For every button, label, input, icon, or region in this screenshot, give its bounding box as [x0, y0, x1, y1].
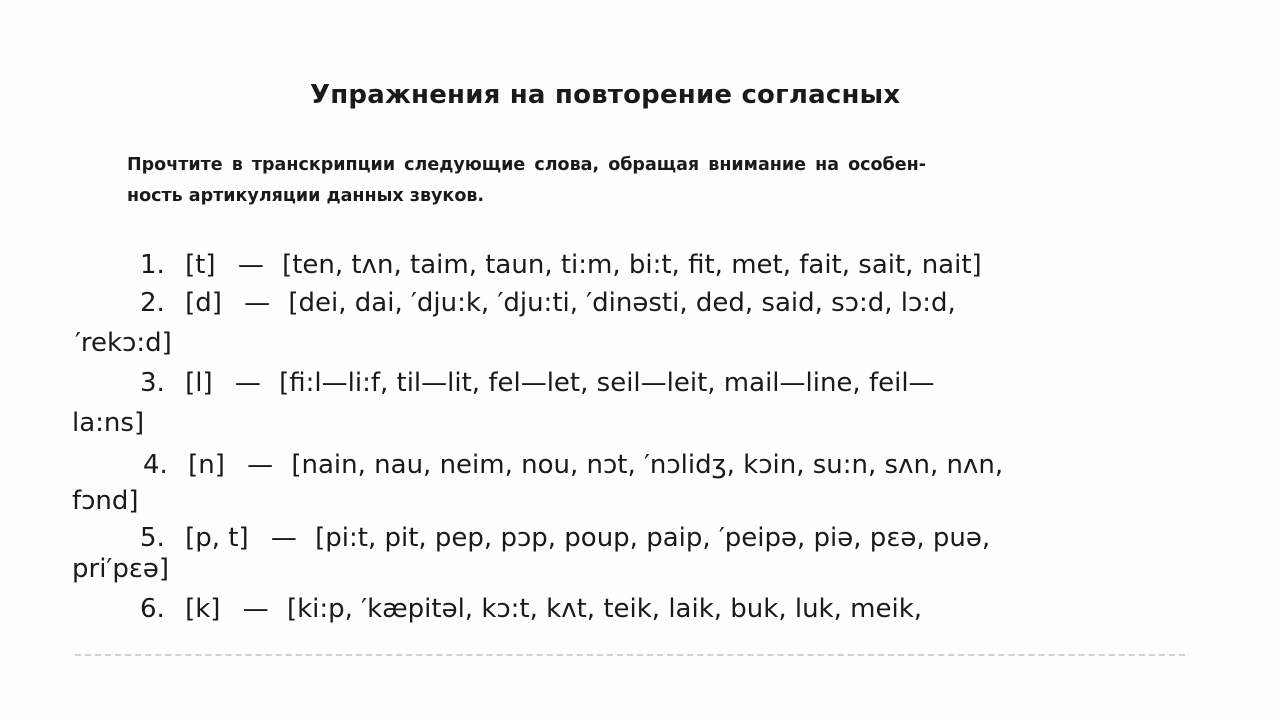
- exercise-number: 1.: [140, 250, 165, 280]
- target-sound: [t]: [185, 250, 216, 280]
- exercise-number: 5.: [140, 523, 165, 553]
- transcription-words: [nain, nau, neim, nou, nɔt, ′nɔlidʒ, kɔin, su:n, sʌn, nʌn,: [291, 450, 1004, 480]
- exercise-number: 2.: [140, 288, 165, 318]
- exercise-continuation-3: la:ns]: [72, 408, 145, 438]
- exercise-item-3: [140, 370, 935, 396]
- exercise-continuation-5: pri′pɛə]: [72, 554, 170, 584]
- transcription-words: [pi:t, pit, pep, pɔp, poup, paip, ′peipə, piə, pɛə, puə,: [315, 523, 991, 553]
- em-dash: —: [234, 368, 261, 398]
- exercise-number: 6.: [140, 594, 165, 624]
- exercise-item-1: [140, 252, 982, 278]
- cut-off-next-line: [75, 654, 1185, 656]
- exercise-item-2: [140, 290, 956, 316]
- target-sound: [p, t]: [185, 523, 249, 553]
- em-dash: —: [270, 523, 297, 553]
- target-sound: [k]: [185, 594, 221, 624]
- transcription-words: [ten, tʌn, taim, taun, ti:m, bi:t, fit, met, fait, sait, nait]: [282, 250, 982, 280]
- target-sound: [d]: [185, 288, 222, 318]
- transcription-words: [dei, dai, ′dju:k, ′dju:ti, ′dinəsti, ded, said, sɔ:d, lɔ:d,: [288, 288, 956, 318]
- exercise-continuation-4: fɔnd]: [72, 486, 139, 516]
- instruction-line-1: Прочтите в транскрипции следующие слова, обращая внимание на особен-: [127, 155, 926, 175]
- instruction-line-2: ность артикуляции данных звуков.: [127, 186, 485, 206]
- em-dash: —: [244, 288, 271, 318]
- exercise-number: 3.: [140, 368, 165, 398]
- target-sound: [l]: [185, 368, 213, 398]
- transcription-words: [fi:l—li:f, til—lit, fel—let, seil—leit, mail—line, feil—: [279, 368, 935, 398]
- page-heading: Упражнения на повторение согласных: [310, 80, 901, 110]
- em-dash: —: [242, 594, 269, 624]
- em-dash: —: [237, 250, 264, 280]
- transcription-words: [ki:p, ′kæpitəl, kɔ:t, kʌt, teik, laik, buk, luk, meik,: [286, 594, 923, 624]
- target-sound: [n]: [188, 450, 225, 480]
- exercise-item-5: [140, 525, 990, 551]
- exercise-number: 4.: [143, 450, 168, 480]
- em-dash: —: [247, 450, 274, 480]
- exercise-continuation-2: ′rekɔ:d]: [75, 328, 172, 358]
- exercise-item-6: [140, 596, 922, 622]
- exercise-item-4: [143, 452, 1003, 478]
